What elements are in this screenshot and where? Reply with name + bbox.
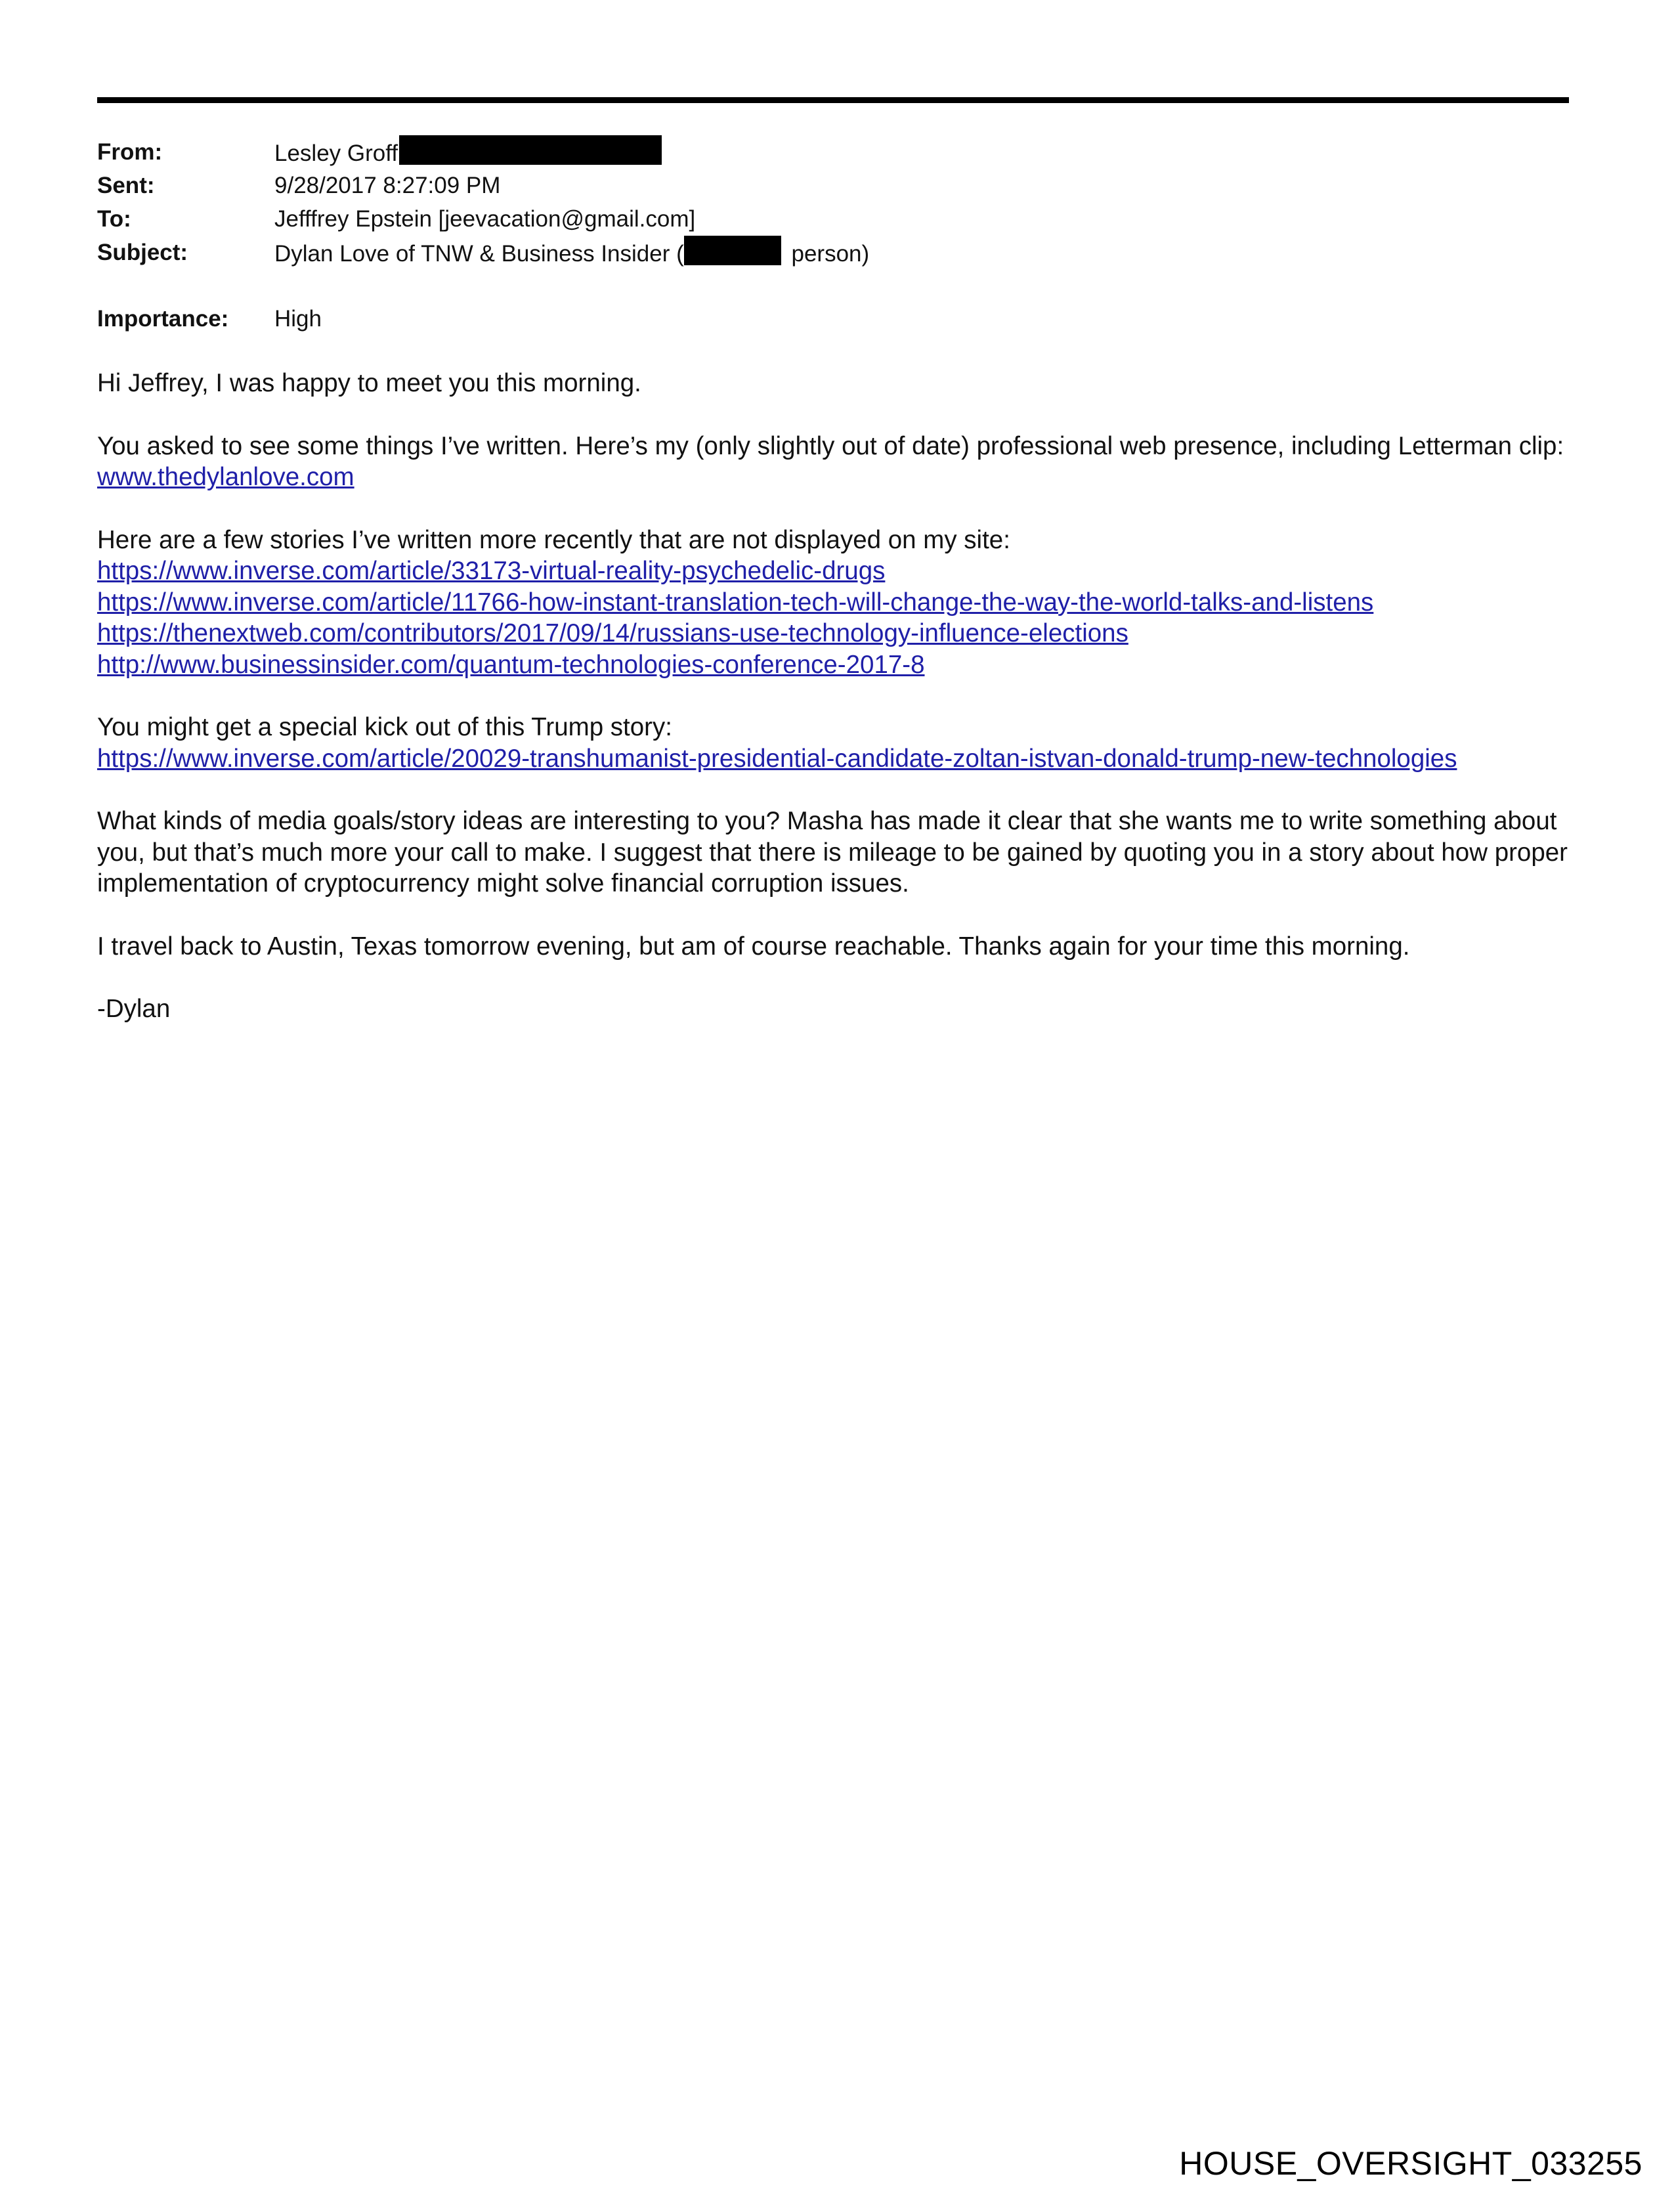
subject-value: Dylan Love of TNW & Business Insider ( person)	[274, 236, 869, 271]
story-link[interactable]: https://www.inverse.com/article/33173-virtual-reality-psychedelic-drugs	[97, 557, 886, 585]
paragraph-web-presence: You asked to see some things I’ve written. Here’s my (only slightly out of date) professional web presence, including Letterman clip: www.thedylanlove.com	[97, 431, 1574, 493]
paragraph-travel: I travel back to Austin, Texas tomorrow evening, but am of course reachable. Thanks again for your time this morning.	[97, 932, 1410, 961]
story-link[interactable]: https://www.inverse.com/article/11766-how-instant-translation-tech-will-change-the-way-the-world-talks-and-listens	[97, 588, 1374, 617]
paragraph-media-goals: What kinds of media goals/story ideas are interesting to you? Masha has made it clear that she wants me to write something about you, but that’s much more your call to make. I suggest that there is mileage to be gained by quoting you in a story about how proper implementation of cryptocurrency might solve financial corruption issues.	[97, 807, 1568, 898]
to-value: Jefffrey Epstein [jeevacation@gmail.com]	[274, 206, 696, 232]
header-rule	[97, 97, 1569, 103]
importance-label: Importance:	[97, 306, 229, 332]
story-link[interactable]: https://thenextweb.com/contributors/2017/09/14/russians-use-technology-influence-elections	[97, 619, 1128, 647]
paragraph-trump-story: You might get a special kick out of this Trump story: https://www.inverse.com/article/20029-transhumanist-presidential-candidate-zoltan-istvan-donald-trump-new-technologies	[97, 712, 1574, 774]
sent-label: Sent:	[97, 173, 155, 198]
site-link[interactable]: www.thedylanlove.com	[97, 463, 354, 491]
subject-label: Subject:	[97, 240, 188, 265]
story-link[interactable]: http://www.businessinsider.com/quantum-technologies-conference-2017-8	[97, 650, 925, 679]
sent-value: 9/28/2017 8:27:09 PM	[274, 173, 501, 198]
paragraph-stories: Here are a few stories I’ve written more recently that are not displayed on my site: https://www.inverse.com/article/33173-virtual-reality-psychedelic-drugs https://www.inverse.com/article/11766-how-instant-translation-tech-will-change-the-way-the-world-talks-and-listens https://thenextweb.com/contributors/2017/09/14/russians-use-technology-influence-elections http://www.businessinsider.com/quantum-technologies-conference-2017-8	[97, 525, 1574, 681]
signature: -Dylan	[97, 995, 171, 1023]
trump-story-link[interactable]: https://www.inverse.com/article/20029-transhumanist-presidential-candidate-zoltan-istvan-donald-trump-new-technologies	[97, 744, 1457, 773]
from-value: Lesley Groff	[274, 135, 662, 170]
to-label: To:	[97, 206, 131, 232]
email-body	[97, 368, 1574, 1056]
importance-value: High	[274, 306, 322, 332]
redaction-box	[684, 236, 781, 265]
redaction-box	[399, 135, 662, 165]
bates-number: HOUSE_OVERSIGHT_033255	[1179, 2145, 1642, 2182]
from-label: From:	[97, 139, 163, 165]
greeting: Hi Jeffrey, I was happy to meet you this morning.	[97, 369, 641, 397]
